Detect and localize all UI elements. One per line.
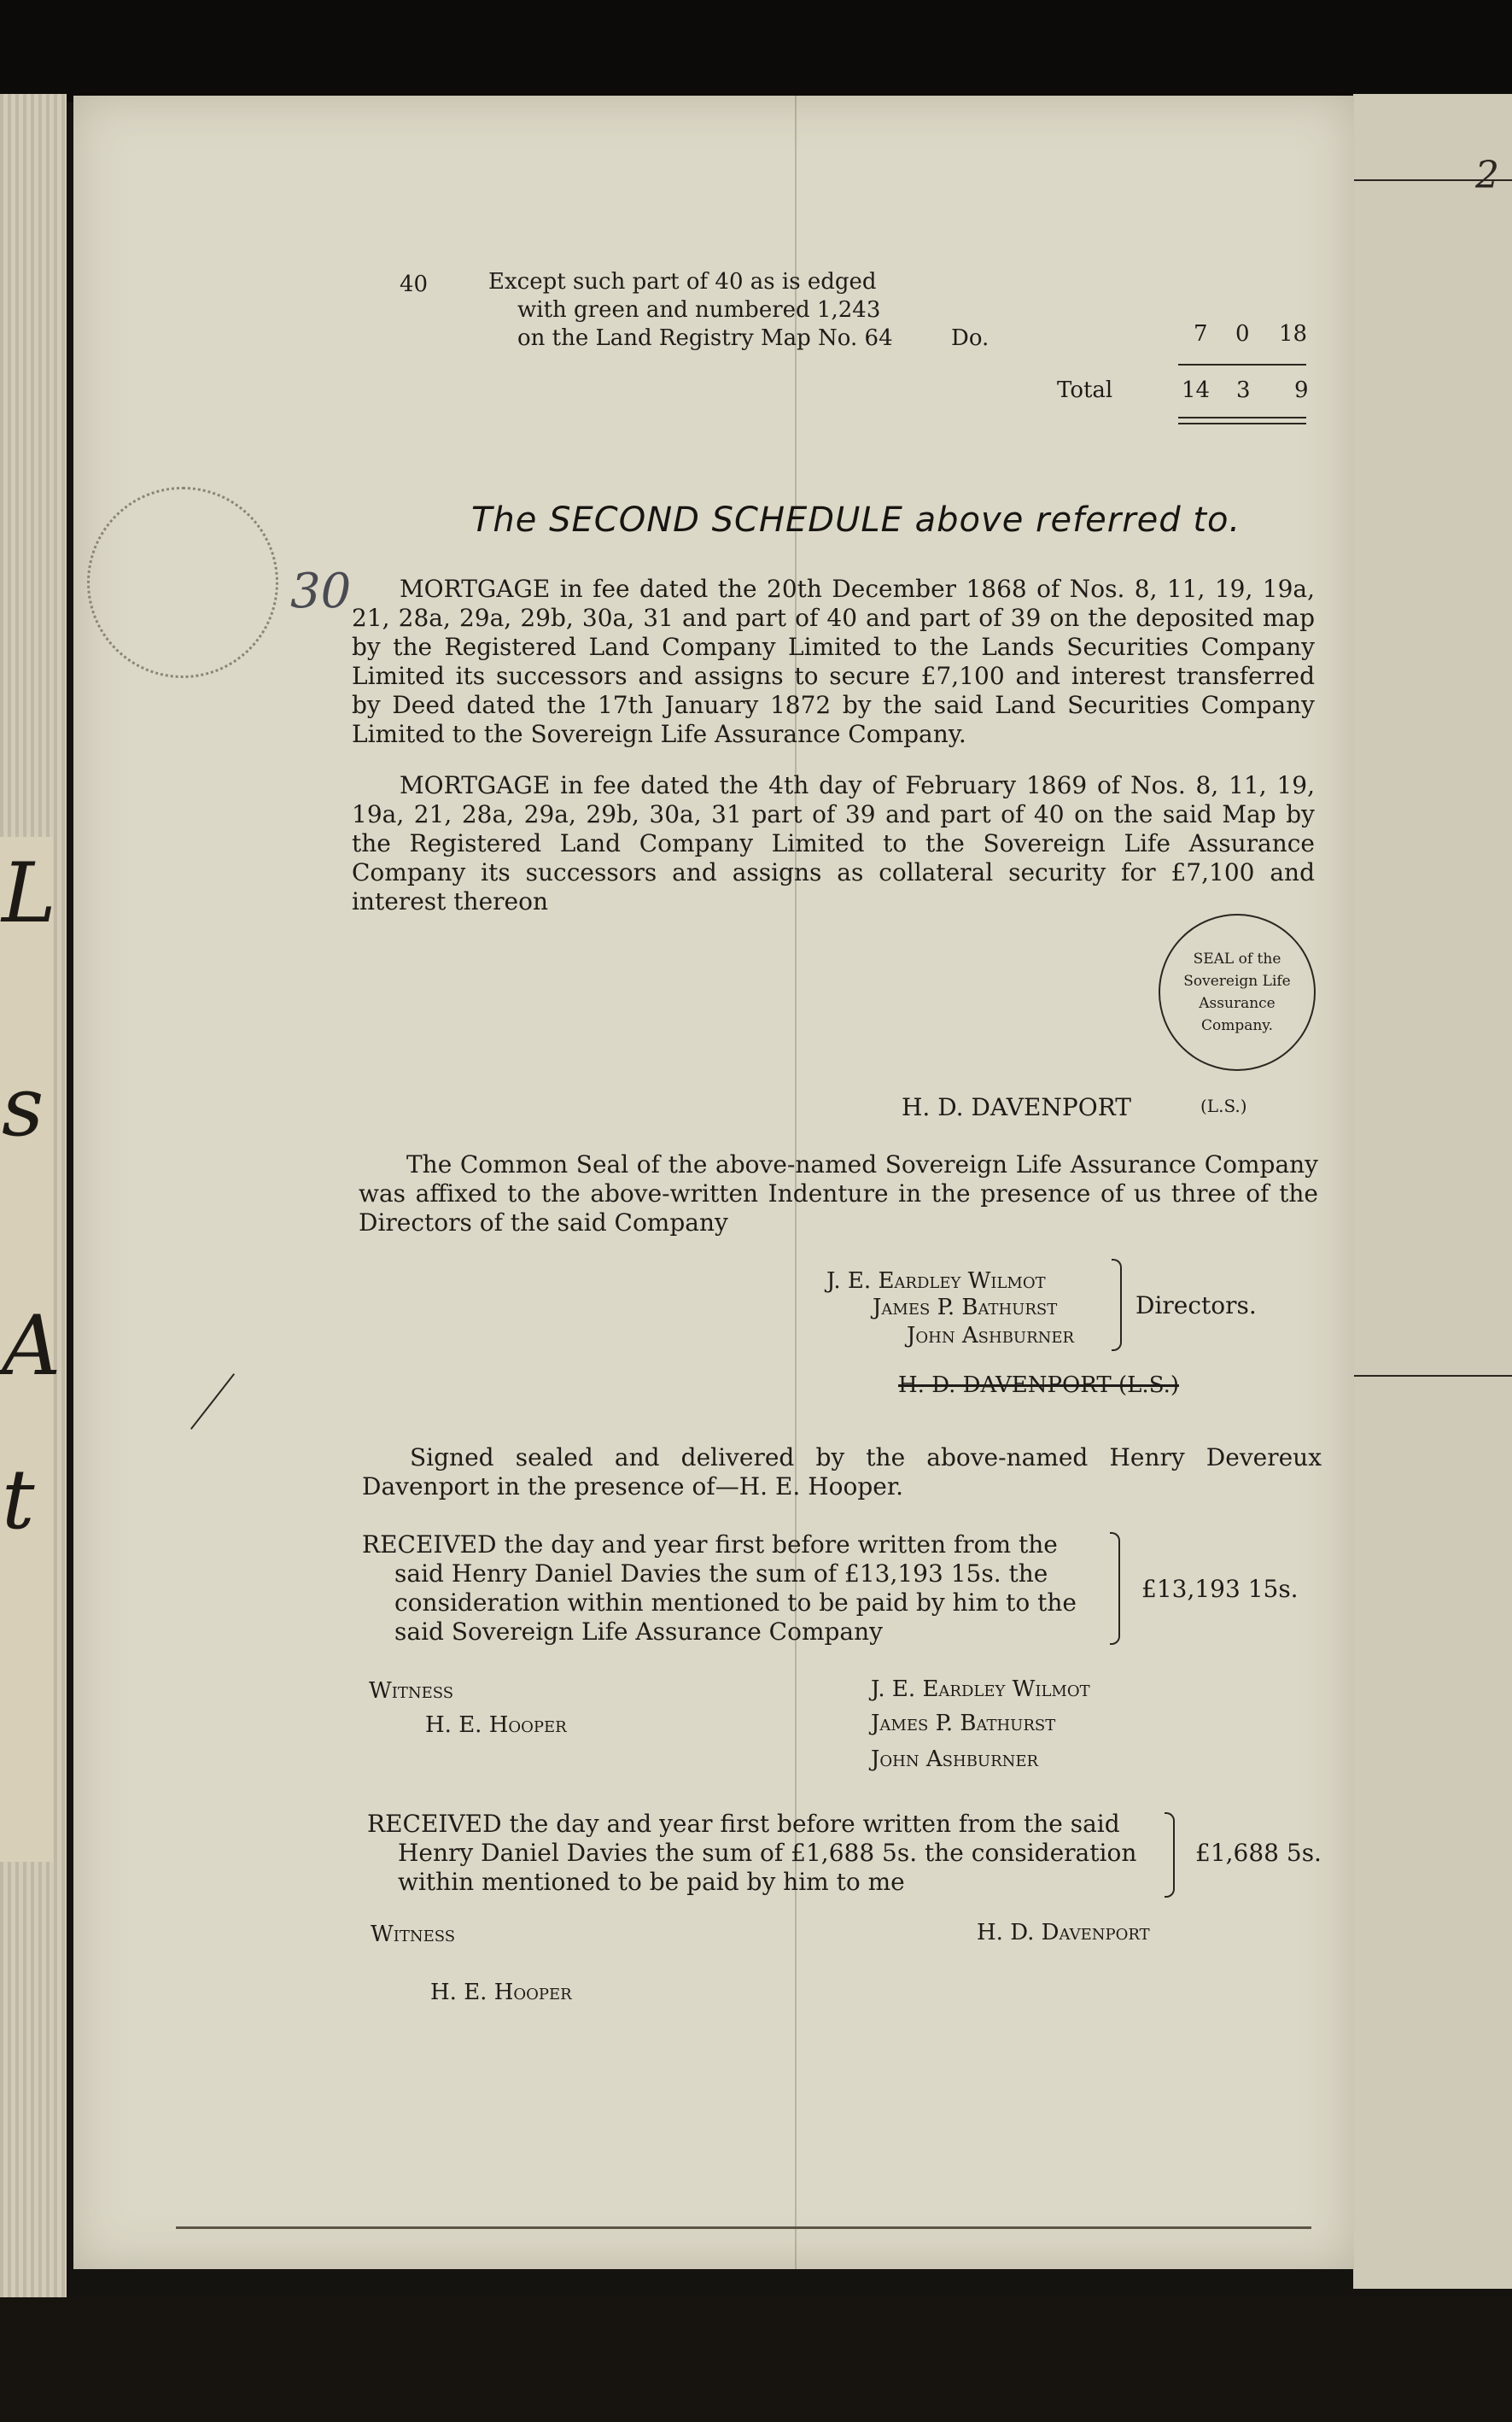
receipt-1-line-1: RECEIVED the day and year first before written from the	[362, 1530, 1058, 1559]
seal-text: SEAL of the Sovereign Life Assurance Company.	[1183, 951, 1291, 1034]
director-3: John Ashburner	[907, 1323, 1075, 1348]
total-acres: 14	[1182, 377, 1211, 403]
amount-acres: 7	[1194, 321, 1208, 347]
embossed-stamp	[87, 487, 278, 678]
total-label: Total	[1057, 377, 1113, 403]
struck-davenport-line: H. D. DAVENPORT (L.S.)	[898, 1372, 1179, 1398]
total-roods: 3	[1236, 377, 1251, 403]
right-page-number: 2	[1475, 154, 1499, 197]
witness-label-2: Witness	[371, 1922, 456, 1947]
signatory-1b: James P. Bathurst	[871, 1711, 1056, 1736]
receipt-2-line-2: Henry Daniel Davies the sum of £1,688 5s. the consideration	[398, 1839, 1137, 1867]
schedule-row-line1: Except such part of 40 as is edged	[488, 269, 877, 295]
receipt-1-line-3: consideration within mentioned to be paid by him to the	[394, 1588, 1077, 1617]
mortgage-paragraph-2: MORTGAGE in fee dated the 4th day of February 1869 of Nos. 8, 11, 19, 19a, 21, 28a, 29a, 29b, 30a, 31 part of 39 and part of 40 on the said Map by the Registered Land Company Limited to the Sovereign Life Assurance Company its successors and assigns as collateral security for £7,100 and interest thereon	[352, 771, 1315, 916]
directors-label: Directors.	[1135, 1291, 1257, 1319]
schedule-row-line3: on the Land Registry Map No. 64	[517, 325, 893, 351]
ls-mark: (L.S.)	[1200, 1096, 1247, 1116]
schedule-row-line2: with green and numbered 1,243	[517, 297, 881, 323]
background-bottom	[0, 2297, 1512, 2422]
total-rule-bottom-2	[1178, 423, 1306, 424]
right-adjacent-page	[1353, 94, 1512, 2289]
receipt-2-brace	[1165, 1812, 1175, 1898]
common-seal-paragraph: The Common Seal of the above-named Sovereign Life Assurance Company was affixed to the above-written Indenture in the presence of us three of the Directors of the said Company	[359, 1150, 1318, 1237]
schedule-row-number: 40	[400, 272, 429, 297]
receipt-1-line-4: said Sovereign Life Assurance Company	[394, 1618, 883, 1646]
receipt-2-line-3: within mentioned to be paid by him to me	[398, 1868, 905, 1896]
ditto-mark: Do.	[951, 325, 990, 351]
signatory-1a: J. E. Eardley Wilmot	[871, 1676, 1090, 1702]
signed-sealed-paragraph: Signed sealed and delivered by the above-named Henry Devereux Davenport in the presence of—H. E. Hooper.	[362, 1443, 1322, 1501]
receipt-1-amount: £13,193 15s.	[1141, 1575, 1299, 1603]
receipt-1-brace	[1110, 1532, 1120, 1645]
handwritten-folio: 30	[290, 564, 352, 619]
amount-perches: 18	[1279, 321, 1308, 347]
total-rule-top	[1178, 364, 1306, 366]
directors-brace	[1112, 1259, 1122, 1351]
mortgage-paragraph-1: MORTGAGE in fee dated the 20th December 1868 of Nos. 8, 11, 19, 19a, 21, 28a, 29a, 29b, 30a, 31 and part of 40 and part of 39 on the deposited map by the Registered Land Company Limited to the Lands Securities Company Limited its successors and assigns to secure £7,100 and interest transferred by Deed dated the 17th January 1872 by the said Land Securities Company Limited to the Sovereign Life Assurance Company.	[352, 575, 1315, 748]
company-seal	[1159, 914, 1316, 1071]
director-1: J. E. Eardley Wilmot	[826, 1268, 1046, 1294]
left-adjacent-page: L s A t	[0, 837, 53, 1862]
receipt-2-amount: £1,688 5s.	[1195, 1839, 1322, 1867]
witness-label-1: Witness	[369, 1678, 454, 1704]
director-2: James P. Bathurst	[873, 1295, 1058, 1320]
davenport-signature-line: H. D. DAVENPORT	[902, 1093, 1131, 1121]
page-bottom-rule	[176, 2226, 1311, 2229]
signatory-1c: John Ashburner	[871, 1746, 1039, 1772]
witness-1-name: H. E. Hooper	[425, 1712, 567, 1738]
total-rule-bottom-1	[1178, 417, 1306, 418]
witness-2-name: H. E. Hooper	[430, 1980, 572, 2005]
amount-roods: 0	[1235, 321, 1250, 347]
background-top	[0, 0, 1512, 102]
total-perches: 9	[1294, 377, 1309, 403]
schedule-heading: The SECOND SCHEDULE above referred to.	[471, 500, 1241, 540]
receipt-1-line-2: said Henry Daniel Davies the sum of £13,193 15s. the	[394, 1559, 1048, 1588]
receipt-2-line-1: RECEIVED the day and year first before written from the said	[367, 1810, 1120, 1838]
signatory-2: H. D. Davenport	[977, 1920, 1150, 1945]
